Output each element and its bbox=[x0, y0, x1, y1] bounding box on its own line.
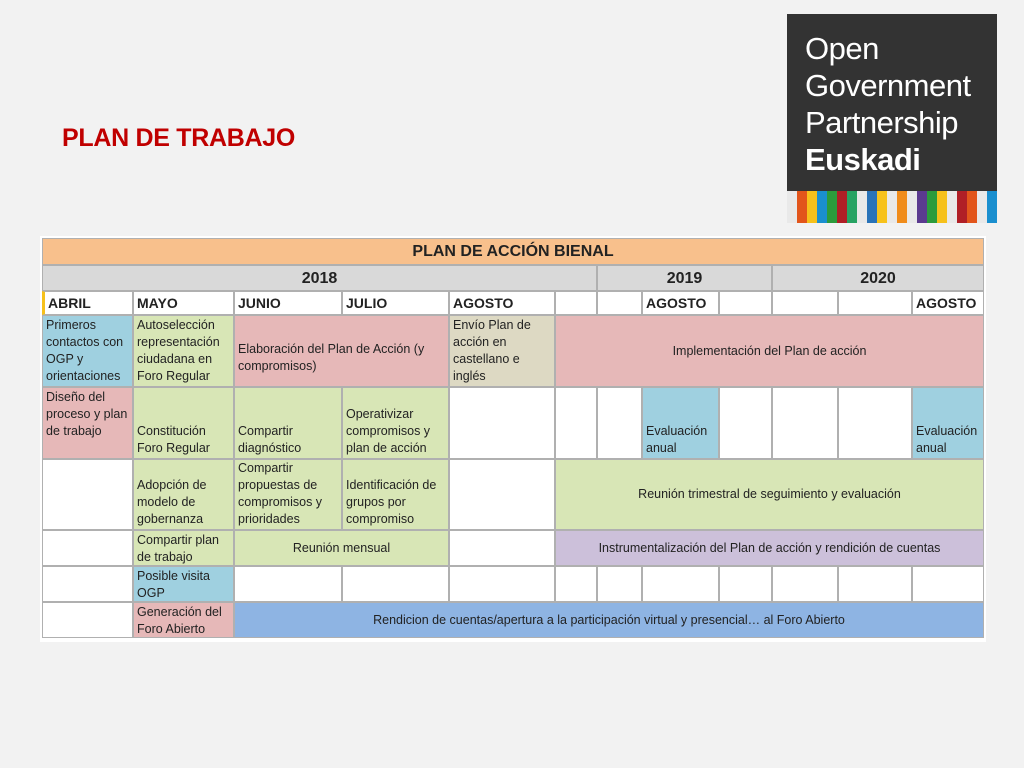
logo-text bbox=[805, 30, 971, 178]
cell-reunion-mensual: Reunión mensual bbox=[234, 530, 449, 566]
logo-stripe bbox=[927, 191, 937, 223]
logo-stripe bbox=[907, 191, 917, 223]
logo-stripe bbox=[967, 191, 977, 223]
month-junio: JUNIO bbox=[234, 291, 342, 315]
year-2019-cell bbox=[597, 265, 772, 291]
cell-primeros-contactos: Primeros contactos con OGP y orientaciones bbox=[42, 315, 133, 387]
cell-empty-r6-abril bbox=[42, 602, 133, 638]
year-2020-label: 2020 bbox=[860, 269, 896, 287]
cell-empty-r5-5 bbox=[597, 566, 642, 602]
cell-elaboracion-plan: Elaboración del Plan de Acción (y compromisos) bbox=[234, 315, 449, 387]
logo-color-stripes bbox=[787, 191, 997, 223]
cell-compartir-diagnostico: Compartir diagnóstico bbox=[234, 387, 342, 459]
month-mayo: MAYO bbox=[133, 291, 234, 315]
cell-implementacion: Implementación del Plan de acción bbox=[555, 315, 984, 387]
logo-line-open: Open bbox=[805, 31, 879, 66]
year-2018-cell bbox=[42, 265, 597, 291]
cell-empty-r2-5 bbox=[772, 387, 838, 459]
year-2020-cell bbox=[772, 265, 984, 291]
cell-empty-r5-10 bbox=[912, 566, 984, 602]
cell-reunion-trimestral: Reunión trimestral de seguimiento y evaluación bbox=[555, 459, 984, 530]
ogp-euskadi-logo bbox=[787, 14, 997, 223]
cell-operativizar: Operativizar compromisos y plan de acción bbox=[342, 387, 449, 459]
cell-posible-visita: Posible visita OGP bbox=[133, 566, 234, 602]
month-agosto-2019: AGOSTO bbox=[642, 291, 719, 315]
logo-stripe bbox=[897, 191, 907, 223]
logo-stripe bbox=[937, 191, 947, 223]
cell-compartir-plan: Compartir plan de trabajo bbox=[133, 530, 234, 566]
cell-empty-r3-agosto bbox=[449, 459, 555, 530]
logo-stripe bbox=[987, 191, 997, 223]
logo-line-euskadi: Euskadi bbox=[805, 142, 921, 177]
cell-empty-r5-8 bbox=[772, 566, 838, 602]
cell-empty-r2-4 bbox=[719, 387, 772, 459]
logo-stripe bbox=[977, 191, 987, 223]
year-2019-label: 2019 bbox=[666, 269, 703, 287]
month-agosto-2020: AGOSTO bbox=[912, 291, 984, 315]
cell-empty-r3-abril bbox=[42, 459, 133, 530]
cell-compartir-propuestas: Compartir propuestas de compromisos y prioridades bbox=[234, 459, 342, 530]
cell-identificacion-grupos: Identificación de grupos por compromiso bbox=[342, 459, 449, 530]
month-empty-4 bbox=[772, 291, 838, 315]
logo-stripe bbox=[947, 191, 957, 223]
logo-line-government: Government bbox=[805, 68, 971, 103]
month-agosto-2018: AGOSTO bbox=[449, 291, 555, 315]
cell-empty-r5-6 bbox=[642, 566, 719, 602]
cell-instrumentalizacion: Instrumentalización del Plan de acción y rendición de cuentas bbox=[555, 530, 984, 566]
month-empty-2 bbox=[597, 291, 642, 315]
cell-diseno-proceso: Diseño del proceso y plan de trabajo bbox=[42, 387, 133, 459]
logo-stripe bbox=[837, 191, 847, 223]
cell-adopcion-modelo: Adopción de modelo de gobernanza bbox=[133, 459, 234, 530]
cell-evaluacion-2019: Evaluación anual bbox=[642, 387, 719, 459]
cell-empty-r2-2 bbox=[555, 387, 597, 459]
cell-evaluacion-2020: Evaluación anual bbox=[912, 387, 984, 459]
cell-empty-r5-1 bbox=[234, 566, 342, 602]
logo-stripe bbox=[917, 191, 927, 223]
cell-envio-plan: Envío Plan de acción en castellano e inglés bbox=[449, 315, 555, 387]
slide-title: PLAN DE TRABAJO bbox=[62, 124, 296, 152]
logo-stripe bbox=[847, 191, 857, 223]
cell-empty-r5-4 bbox=[555, 566, 597, 602]
cell-empty-r2-6 bbox=[838, 387, 912, 459]
logo-stripe bbox=[857, 191, 867, 223]
logo-stripe bbox=[827, 191, 837, 223]
cell-empty-r4-agosto bbox=[449, 530, 555, 566]
month-julio: JULIO bbox=[342, 291, 449, 315]
cell-constitucion-foro: Constitución Foro Regular bbox=[133, 387, 234, 459]
cell-autoseleccion: Autoselección representación ciudadana en Foro Regular bbox=[133, 315, 234, 387]
cell-empty-r2-1 bbox=[449, 387, 555, 459]
cell-rendicion-cuentas: Rendicion de cuentas/apertura a la participación virtual y presencial… al Foro Abierto bbox=[234, 602, 984, 638]
spreadsheet-table bbox=[40, 236, 986, 642]
logo-stripe bbox=[867, 191, 877, 223]
logo-stripe bbox=[887, 191, 897, 223]
year-2018-label: 2018 bbox=[301, 269, 338, 287]
month-empty-1 bbox=[555, 291, 597, 315]
cell-empty-r4-abril bbox=[42, 530, 133, 566]
plan-title: PLAN DE ACCIÓN BIENAL bbox=[412, 243, 614, 260]
cell-generacion-foro: Generación del Foro Abierto bbox=[133, 602, 234, 638]
logo-stripe bbox=[957, 191, 967, 223]
month-empty-3 bbox=[719, 291, 772, 315]
cell-empty-r5-2 bbox=[342, 566, 449, 602]
logo-stripe bbox=[807, 191, 817, 223]
logo-stripe bbox=[877, 191, 887, 223]
cell-empty-r2-3 bbox=[597, 387, 642, 459]
month-empty-5 bbox=[838, 291, 912, 315]
cell-empty-r5-3 bbox=[449, 566, 555, 602]
cell-empty-r5-9 bbox=[838, 566, 912, 602]
plan-title-cell bbox=[42, 238, 984, 265]
logo-stripe bbox=[797, 191, 807, 223]
logo-stripe bbox=[787, 191, 797, 223]
logo-stripe bbox=[817, 191, 827, 223]
cell-empty-r5-7 bbox=[719, 566, 772, 602]
cell-empty-r5-abril bbox=[42, 566, 133, 602]
logo-line-partnership: Partnership bbox=[805, 105, 959, 140]
month-abril: ABRIL bbox=[42, 291, 133, 315]
